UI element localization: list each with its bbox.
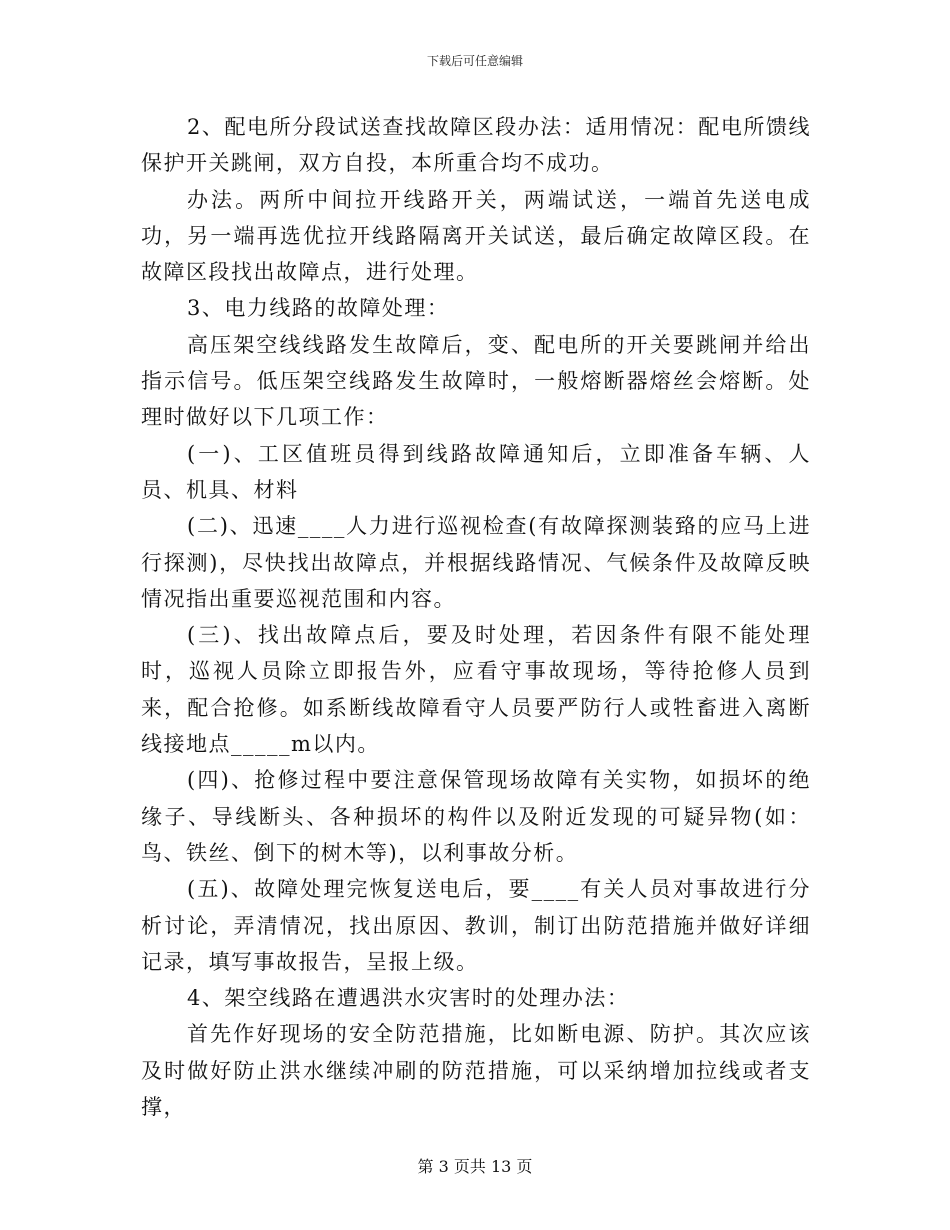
- section-heading: 3、电力线路的故障处理：: [187, 296, 450, 321]
- paragraph: 首先作好现场的安全防范措施，比如断电源、防护。其次应该及时做好防止洪水继续冲刷的防范措施，可以采纳增加拉线或者支撑，: [141, 1022, 811, 1120]
- section-heading: 4、架空线路在遭遇洪水灾害时的处理办法：: [187, 986, 630, 1011]
- page-header-note: 下载后可任意编辑: [426, 54, 523, 68]
- paragraph: 办法。两所中间拉开线路开关，两端试送，一端首先送电成功，另一端再选优拉开线路隔离开关试送，最后确定故障区段。在故障区段找出故障点，进行处理。: [141, 187, 811, 285]
- list-item: (五)、故障处理完恢复送电后，要____有关人员对事故进行分析讨论，弄清情况，找出原因、教训，制订出防范措施并做好详细记录，填写事故报告，呈报上级。: [141, 877, 811, 974]
- document-body: [141, 109, 811, 1125]
- page-number-footer: 第 3 页共 13 页: [417, 1157, 533, 1176]
- list-item: (二)、迅速____人力进行巡视检查(有故障探测装臵的应马上进行探测)，尽快找出故障点，并根据线路情况、气候条件及故障反映情况指出重要巡视范围和内容。: [141, 514, 811, 611]
- list-item: (三)、找出故障点后，要及时处理，若因条件有限不能处理时，巡视人员除立即报告外，应看守事故现场，等待抢修人员到来，配合抢修。如系断线故障看守人员要严防行人或牲畜进入离断线接地点_____m以内。: [141, 623, 811, 757]
- list-item: (一)、工区值班员得到线路故障通知后，立即准备车辆、人员、机具、材料: [141, 441, 811, 502]
- paragraph: 2、配电所分段试送查找故障区段办法：适用情况：配电所馈线保护开关跳闸，双方自投，本所重合均不成功。: [141, 115, 811, 176]
- list-item: (四)、抢修过程中要注意保管现场故障有关实物，如损坏的绝缘子、导线断头、各种损坏的构件以及附近发现的可疑异物(如：鸟、铁丝、倒下的树木等)，以利事故分析。: [141, 768, 811, 865]
- paragraph: 高压架空线线路发生故障后，变、配电所的开关要跳闸并给出指示信号。低压架空线路发生故障时，一般熔断器熔丝会熔断。处理时做好以下几项工作：: [141, 332, 811, 430]
